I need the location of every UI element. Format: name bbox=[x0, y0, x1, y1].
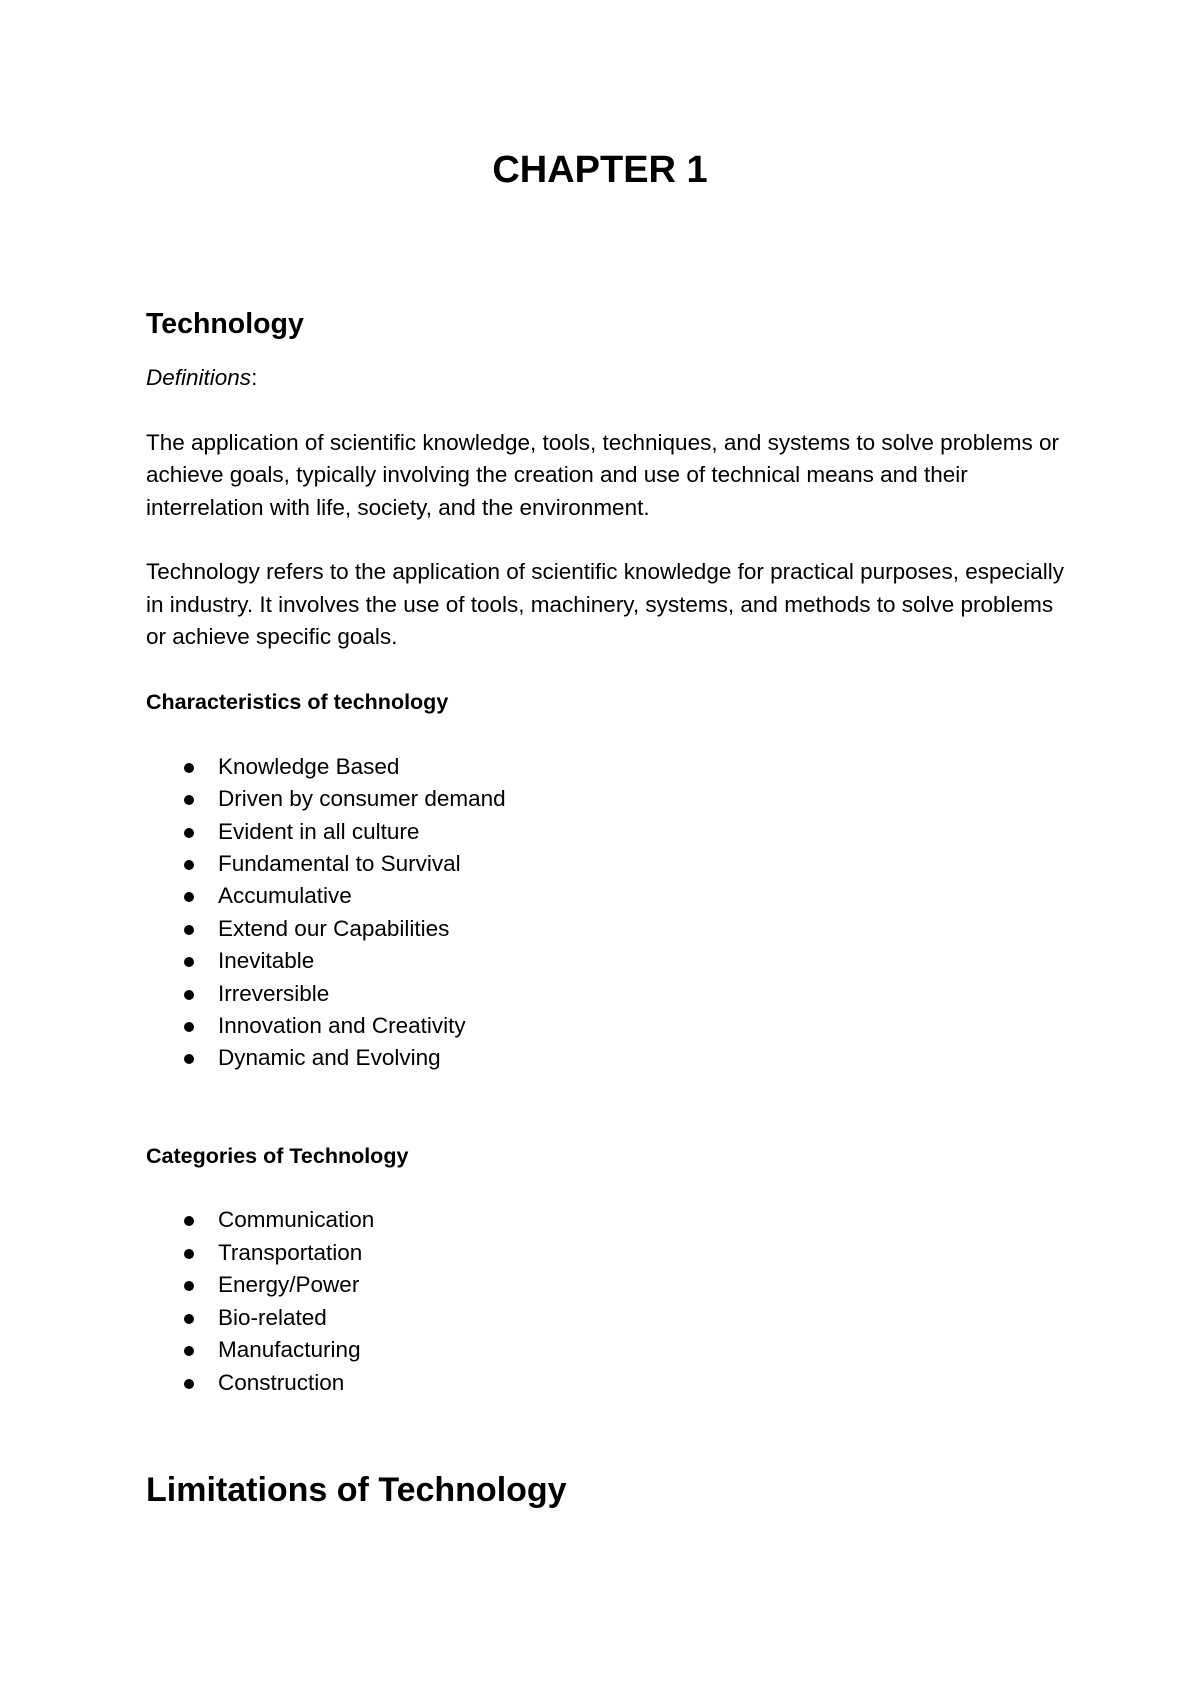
definitions-colon: : bbox=[251, 365, 258, 390]
list-item bbox=[146, 1042, 1066, 1074]
bullet-icon bbox=[184, 1314, 194, 1324]
list-item-text: Dynamic and Evolving bbox=[218, 1045, 441, 1071]
list-item-text: Fundamental to Survival bbox=[218, 851, 461, 877]
bullet-icon bbox=[184, 860, 194, 870]
list-item bbox=[146, 1302, 1066, 1334]
definition-paragraph-2: Technology refers to the application of scientific knowledge for practical purposes, especially in industry. It involves the use of tools, machinery, systems, and methods to solve problems or achieve specific goals. bbox=[146, 559, 1064, 650]
bullet-icon bbox=[184, 957, 194, 967]
list-item bbox=[146, 783, 1066, 815]
list-item bbox=[146, 1204, 1066, 1236]
bullet-icon bbox=[184, 1379, 194, 1389]
list-item bbox=[146, 1269, 1066, 1301]
chapter-title: CHAPTER 1 bbox=[492, 149, 708, 191]
limitations-heading: Limitations of Technology bbox=[146, 1471, 567, 1509]
bullet-icon bbox=[184, 828, 194, 838]
bullet-icon bbox=[184, 1054, 194, 1064]
list-item bbox=[146, 1010, 1066, 1042]
list-item-text: Extend our Capabilities bbox=[218, 915, 450, 941]
bullet-icon bbox=[184, 925, 194, 935]
list-item bbox=[146, 945, 1066, 977]
bullet-icon bbox=[184, 1216, 194, 1226]
bullet-icon bbox=[184, 1346, 194, 1356]
definition-paragraph-1: The application of scientific knowledge, tools, techniques, and systems to solve problems or achieve goals, typically involving the creation and use of technical means and their interrelation with life, society, and the environment. bbox=[146, 429, 1059, 520]
list-item bbox=[146, 751, 1066, 783]
categories-list bbox=[146, 1204, 1066, 1398]
list-item-text: Transportation bbox=[218, 1239, 363, 1265]
definitions-text: Definitions bbox=[146, 365, 252, 390]
characteristics-list bbox=[146, 751, 1066, 1075]
list-item bbox=[146, 848, 1066, 880]
bullet-icon bbox=[184, 1249, 194, 1259]
list-item bbox=[146, 1334, 1066, 1366]
list-item bbox=[146, 880, 1066, 912]
list-item-text: Accumulative bbox=[218, 883, 352, 909]
list-item-text: Manufacturing bbox=[218, 1337, 361, 1363]
list-item-text: Construction bbox=[218, 1369, 345, 1395]
technology-heading: Technology bbox=[146, 308, 304, 340]
list-item bbox=[146, 913, 1066, 945]
list-item-text: Energy/Power bbox=[218, 1272, 360, 1298]
bullet-icon bbox=[184, 1022, 194, 1032]
list-item bbox=[146, 978, 1066, 1010]
list-item bbox=[146, 816, 1066, 848]
characteristics-heading: Characteristics of technology bbox=[146, 690, 449, 715]
list-item-text: Knowledge Based bbox=[218, 753, 400, 779]
list-item-text: Driven by consumer demand bbox=[218, 786, 506, 812]
bullet-icon bbox=[184, 990, 194, 1000]
list-item-text: Bio-related bbox=[218, 1304, 327, 1330]
bullet-icon bbox=[184, 763, 194, 773]
bullet-icon bbox=[184, 795, 194, 805]
bullet-icon bbox=[184, 1281, 194, 1291]
list-item bbox=[146, 1367, 1066, 1399]
list-item-text: Communication bbox=[218, 1207, 375, 1233]
main-content bbox=[146, 302, 1066, 1399]
list-item bbox=[146, 1237, 1066, 1269]
bullet-icon bbox=[184, 892, 194, 902]
list-item-text: Innovation and Creativity bbox=[218, 1013, 466, 1039]
list-item-text: Evident in all culture bbox=[218, 818, 420, 844]
definitions-label bbox=[146, 362, 1066, 394]
list-item-text: Inevitable bbox=[218, 948, 315, 974]
categories-heading: Categories of Technology bbox=[146, 1143, 409, 1168]
list-item-text: Irreversible bbox=[218, 980, 330, 1006]
